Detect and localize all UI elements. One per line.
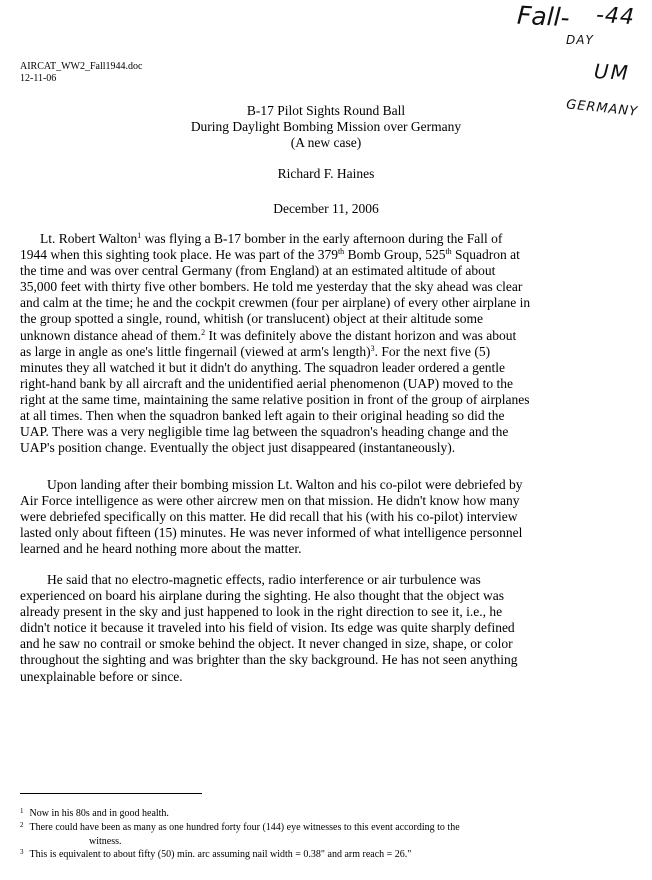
paragraph-line: Air Force intelligence as were other aircrew men on that mission. He didn't know how many (20, 493, 520, 509)
paragraph-1 (20, 231, 620, 456)
footnote-ref-3: 3 (370, 343, 375, 353)
paragraph-line: Upon landing after their bombing mission Lt. Walton and his co-pilot were debriefed by (47, 477, 523, 492)
document-date: December 11, 2006 (273, 201, 379, 216)
footnote-ref-1: 1 (137, 231, 142, 240)
paragraph-line: right-hand bank by all aircraft and the unidentified aerial phenomenon (UAP) moved to the (20, 375, 513, 391)
paragraph-line: 35,000 feet with thirty five other bombers. He told me yesterday that the sky ahead was clear (20, 279, 523, 295)
handwritten-day-note: DAY (566, 33, 594, 47)
paragraph-line: were debriefed specifically on this matter. He did recall that his (with his co-pilot) interview (20, 509, 518, 525)
paragraph-line: learned and he heard nothing more about the matter. (20, 541, 302, 557)
handwritten-germany-note: GERMANY (565, 97, 639, 120)
paragraph-line: throughout the sighting and was brighter than the sky background. He has not seen anything (20, 652, 518, 668)
paragraph-line: as large in angle as one's little fingernail (viewed at arm's length)$^3$. For the next five (5) (20, 343, 491, 359)
paragraph-line: He said that no electro-magnetic effects, radio interference or air turbulence was (47, 572, 481, 587)
paragraph-line: unknown distance ahead of them.$^2$ It was definitely above the distant horizon and was about (20, 327, 517, 343)
handwritten-fall-note: Fall- (516, 0, 571, 33)
paragraph-line: Lt. Robert Walton$^1$ was flying a B-17 bomber in the early afternoon during the Fall of (40, 231, 503, 246)
footnote-divider (20, 793, 202, 794)
paragraph-line: and he saw no contrail or smoke behind the object. It never changed in size, shape, or color (20, 636, 513, 652)
paragraph-line: already present in the sky and just happened to look in the right direction to see it, i.e., he (20, 604, 503, 620)
author-name: Richard F. Haines (277, 166, 375, 181)
title-line-3: (A new case) (290, 135, 362, 150)
handwritten-um-note: UM (593, 59, 631, 85)
paragraph-line: UAP's position change. Eventually the object just disappeared (instantaneously). (20, 440, 456, 456)
paragraph-line: the group spotted a single, round, whitish (or translucent) object at their altitude some (20, 311, 484, 327)
paragraph-line: didn't notice it because it traveled into his field of vision. Its edge was quite sharply defined (20, 620, 515, 636)
title-line-1: B-17 Pilot Sights Round Ball (246, 103, 406, 118)
paragraph-line: unexplainable before or since. (20, 668, 183, 684)
footnote-2-continuation: witness. (89, 836, 122, 847)
paragraph-line: and calm at the time; he and the cockpit crewmen (four per airplane) of every other airplane in (20, 295, 531, 311)
paragraph-line: minutes they all watched it but it didn't do anything. The squadron leader ordered a gentle (20, 359, 506, 375)
document-file-date: 12-11-06 (20, 73, 57, 84)
paragraph-line: at all times. Then when the squadron banked left again to their original heading so did the (20, 408, 505, 424)
footnote-1: $^1$ Now in his 80s and in good health. (20, 807, 169, 819)
paragraph-line: 1944 when this sighting took place. He was part of the 379th Bomb Group, 525th Squadron at (20, 247, 520, 263)
title-line-2: During Daylight Bombing Mission over Germany (190, 119, 462, 134)
paragraph-line: the time and was over central Germany (from England) at an estimated altitude of about (20, 263, 496, 279)
footnote-ref-2: 2 (201, 327, 206, 337)
handwritten-year-note: -44 (595, 2, 636, 31)
document-filename: AIRCAT_WW2_Fall1944.doc (20, 61, 143, 72)
footnote-2: $^2$ There could have been as many as one hundred forty four (144) eye witnesses to this event according to the (20, 821, 460, 833)
paragraph-3 (20, 572, 620, 685)
paragraph-line: experienced on board his airplane during the sighting. He also thought that the object was (20, 588, 504, 604)
paragraph-line: right at the same time, maintaining the same relative position in front of the group of airplanes (20, 391, 530, 407)
paragraph-line: UAP. There was a very negligible time lag between the squadron's heading change and the (20, 424, 509, 440)
footnote-3: $^3$ This is equivalent to about fifty (50) min. arc assuming nail width = 0.38" and arm reach = 26." (20, 848, 412, 860)
paragraph-line: lasted only about fifteen (15) minutes. He was never informed of what intelligence personnel (20, 525, 523, 541)
paragraph-2 (20, 477, 620, 557)
